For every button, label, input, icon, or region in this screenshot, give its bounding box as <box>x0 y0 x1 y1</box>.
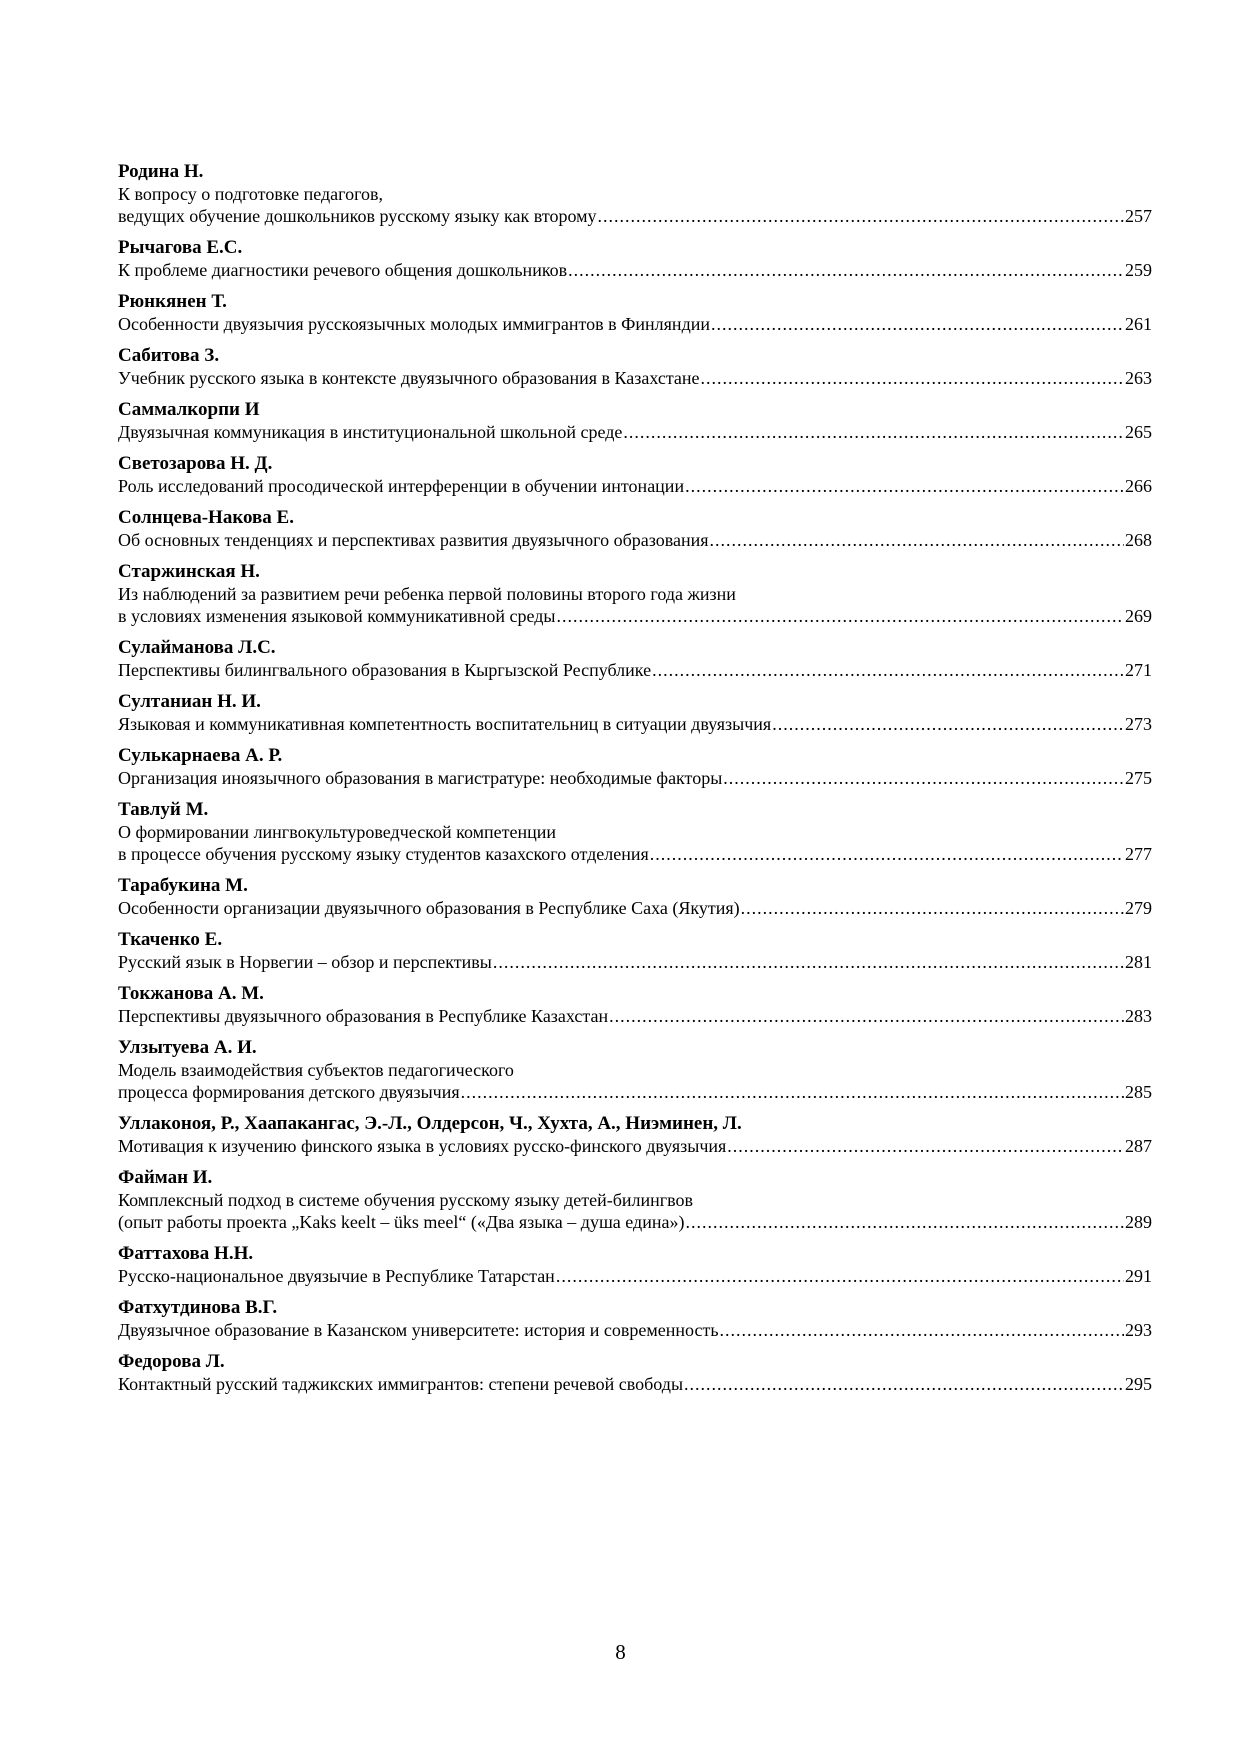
toc-entry <box>118 982 1152 1027</box>
entry-title-row <box>118 1319 1152 1341</box>
entry-author: Султаниан Н. И. <box>118 691 261 712</box>
entry-author: Родина Н. <box>118 161 204 182</box>
entry-author: Фаттахова Н.Н. <box>118 1243 254 1264</box>
toc-entry <box>118 1036 1152 1103</box>
entry-author: Фатхутдинова В.Г. <box>118 1297 278 1318</box>
entry-page-number: 257 <box>1125 206 1152 226</box>
entry-page-number: 279 <box>1125 898 1152 918</box>
entry-title-line: Из наблюдений за развитием речи ребенка первой половины второго года жизни <box>118 584 736 604</box>
entry-page-number: 263 <box>1125 368 1152 388</box>
toc-entry <box>118 160 1152 227</box>
entry-title-row <box>118 1135 1152 1157</box>
entry-title-line: Об основных тенденциях и перспективах развития двуязычного образования <box>118 530 709 550</box>
dot-leader <box>650 843 1124 865</box>
entry-title-line: Особенности двуязычия русскоязычных молодых иммигрантов в Финляндии <box>118 314 710 334</box>
dot-leader <box>461 1081 1124 1103</box>
toc-entry <box>118 874 1152 919</box>
entry-author: Файман И. <box>118 1167 213 1188</box>
entry-author: Сулайманова Л.С. <box>118 637 276 658</box>
entry-title-row <box>118 313 1152 335</box>
entry-page-number: 287 <box>1125 1136 1152 1156</box>
entry-title-row <box>118 475 1152 497</box>
entry-title-row <box>118 767 1152 789</box>
toc-entry <box>118 1296 1152 1341</box>
dot-leader <box>493 951 1124 973</box>
entry-page-number: 275 <box>1125 768 1152 788</box>
dot-leader <box>684 1373 1124 1395</box>
entry-title-row <box>118 1373 1152 1395</box>
entry-title-line: К проблеме диагностики речевого общения дошкольников <box>118 260 568 280</box>
entry-author: Сабитова З. <box>118 345 220 366</box>
entry-title-row <box>118 205 1152 227</box>
entry-title-line: Русский язык в Норвегии – обзор и перспективы <box>118 952 492 972</box>
entry-page-number: 261 <box>1125 314 1152 334</box>
dot-leader <box>652 659 1124 681</box>
entry-title-line: Роль исследований просодической интерференции в обучении интонации <box>118 476 685 496</box>
toc-entry <box>118 398 1152 443</box>
entry-author: Рюнкянен Т. <box>118 291 227 312</box>
entry-title-row <box>118 421 1152 443</box>
entry-page-number: 295 <box>1125 1374 1152 1394</box>
entry-title-line: Перспективы билингвального образования в Кыргызской Республике <box>118 660 652 680</box>
entry-page-number: 277 <box>1125 844 1152 864</box>
entry-page-number: 259 <box>1125 260 1152 280</box>
toc-entry <box>118 452 1152 497</box>
entry-title-line: процесса формирования детского двуязычия <box>118 1082 460 1102</box>
entry-page-number: 291 <box>1125 1266 1152 1286</box>
toc-entry <box>118 798 1152 865</box>
toc-entry <box>118 290 1152 335</box>
entry-title-row <box>118 605 1152 627</box>
entry-author: Тавлуй М. <box>118 799 209 820</box>
dot-leader <box>772 713 1124 735</box>
entry-author: Сулькарнаева А. Р. <box>118 745 283 766</box>
entry-title-row <box>118 951 1152 973</box>
entry-author: Саммалкорпи И <box>118 399 260 420</box>
dot-leader <box>598 205 1125 227</box>
entry-page-number: 285 <box>1125 1082 1152 1102</box>
dot-leader <box>720 1319 1124 1341</box>
entry-title-row <box>118 1081 1152 1103</box>
entry-author: Уллаконоя, Р., Хаапакангас, Э.-Л., Олдерсон, Ч., Хухта, А., Ниэминен, Л. <box>118 1113 742 1134</box>
entry-title-line: (опыт работы проекта „Kaks keelt – üks meel“ («Два языка – душа едина») <box>118 1212 685 1232</box>
toc-entry <box>118 744 1152 789</box>
entry-title-line: К вопросу о подготовке педагогов, <box>118 184 383 204</box>
toc-entry <box>118 928 1152 973</box>
toc-entry <box>118 636 1152 681</box>
entry-author: Токжанова А. М. <box>118 983 264 1004</box>
entry-page-number: 293 <box>1125 1320 1152 1340</box>
toc-entry <box>118 506 1152 551</box>
entry-page-number: 281 <box>1125 952 1152 972</box>
dot-leader <box>568 259 1124 281</box>
toc-entry <box>118 560 1152 627</box>
dot-leader <box>556 1265 1124 1287</box>
entry-title-row <box>118 1211 1152 1233</box>
entry-author: Федорова Л. <box>118 1351 225 1372</box>
dot-leader <box>701 367 1124 389</box>
entry-title-line: Языковая и коммуникативная компетентность воспитательниц в ситуации двуязычия <box>118 714 772 734</box>
entry-title-line: Контактный русский таджикских иммигрантов: степени речевой свободы <box>118 1374 684 1394</box>
entry-author: Тарабукина М. <box>118 875 248 896</box>
entry-author: Рычагова Е.С. <box>118 237 243 258</box>
entry-title-line: Комплексный подход в системе обучения русскому языку детей-билингвов <box>118 1190 694 1210</box>
toc-entry <box>118 1112 1152 1157</box>
entry-author: Улзытуева А. И. <box>118 1037 257 1058</box>
entry-title-line: Организация иноязычного образования в магистратуре: необходимые факторы <box>118 768 723 788</box>
entry-page-number: 269 <box>1125 606 1152 626</box>
toc-entry <box>118 1350 1152 1395</box>
page-number: 8 <box>615 1640 626 1664</box>
entry-author: Светозарова Н. Д. <box>118 453 273 474</box>
entry-author: Старжинская Н. <box>118 561 260 582</box>
entry-title-line: Мотивация к изучению финского языка в условиях русско-финского двуязычия <box>118 1136 727 1156</box>
dot-leader <box>685 475 1124 497</box>
entry-title-line: Двуязычное образование в Казанском университете: история и современность <box>118 1320 719 1340</box>
entry-title-line: ведущих обучение дошкольников русскому языку как второму <box>118 206 597 226</box>
toc-entry <box>118 690 1152 735</box>
entry-page-number: 266 <box>1125 476 1152 496</box>
entry-page-number: 283 <box>1125 1006 1152 1026</box>
entry-title-row <box>118 529 1152 551</box>
dot-leader <box>741 897 1124 919</box>
table-of-contents <box>118 160 1152 1404</box>
entry-title-line: в условиях изменения языковой коммуникативной среды <box>118 606 556 626</box>
entry-title-line: Двуязычная коммуникация в институциональной школьной среде <box>118 422 623 442</box>
entry-title-row <box>118 259 1152 281</box>
entry-title-line: Особенности организации двуязычного образования в Республике Саха (Якутия) <box>118 898 740 918</box>
entry-page-number: 271 <box>1125 660 1152 680</box>
entry-title-line: Учебник русского языка в контексте двуязычного образования в Казахстане <box>118 368 700 388</box>
dot-leader <box>685 1211 1124 1233</box>
entry-title-line: О формировании лингвокультуроведческой компетенции <box>118 822 557 842</box>
entry-title-row <box>118 843 1152 865</box>
entry-page-number: 273 <box>1125 714 1152 734</box>
entry-title-line: Перспективы двуязычного образования в Республике Казахстан <box>118 1006 609 1026</box>
entry-title-line: Русско-национальное двуязычие в Республике Татарстан <box>118 1266 555 1286</box>
toc-entry <box>118 344 1152 389</box>
dot-leader <box>623 421 1124 443</box>
entry-page-number: 289 <box>1125 1212 1152 1232</box>
dot-leader <box>710 529 1124 551</box>
toc-entry <box>118 1166 1152 1233</box>
entry-page-number: 265 <box>1125 422 1152 442</box>
entry-title-row <box>118 659 1152 681</box>
toc-entry <box>118 236 1152 281</box>
entry-title-row <box>118 367 1152 389</box>
entry-title-row <box>118 713 1152 735</box>
entry-author: Ткаченко Е. <box>118 929 223 950</box>
entry-title-row <box>118 897 1152 919</box>
dot-leader <box>609 1005 1124 1027</box>
entry-title-line: в процессе обучения русскому языку студентов казахского отделения <box>118 844 649 864</box>
entry-author: Солнцева-Накова Е. <box>118 507 294 528</box>
entry-page-number: 268 <box>1125 530 1152 550</box>
dot-leader <box>727 1135 1124 1157</box>
entry-title-row <box>118 1265 1152 1287</box>
dot-leader <box>723 767 1124 789</box>
entry-title-line: Модель взаимодействия субъектов педагогического <box>118 1060 514 1080</box>
entry-title-row <box>118 1005 1152 1027</box>
toc-entry <box>118 1242 1152 1287</box>
dot-leader <box>711 313 1124 335</box>
dot-leader <box>557 605 1124 627</box>
